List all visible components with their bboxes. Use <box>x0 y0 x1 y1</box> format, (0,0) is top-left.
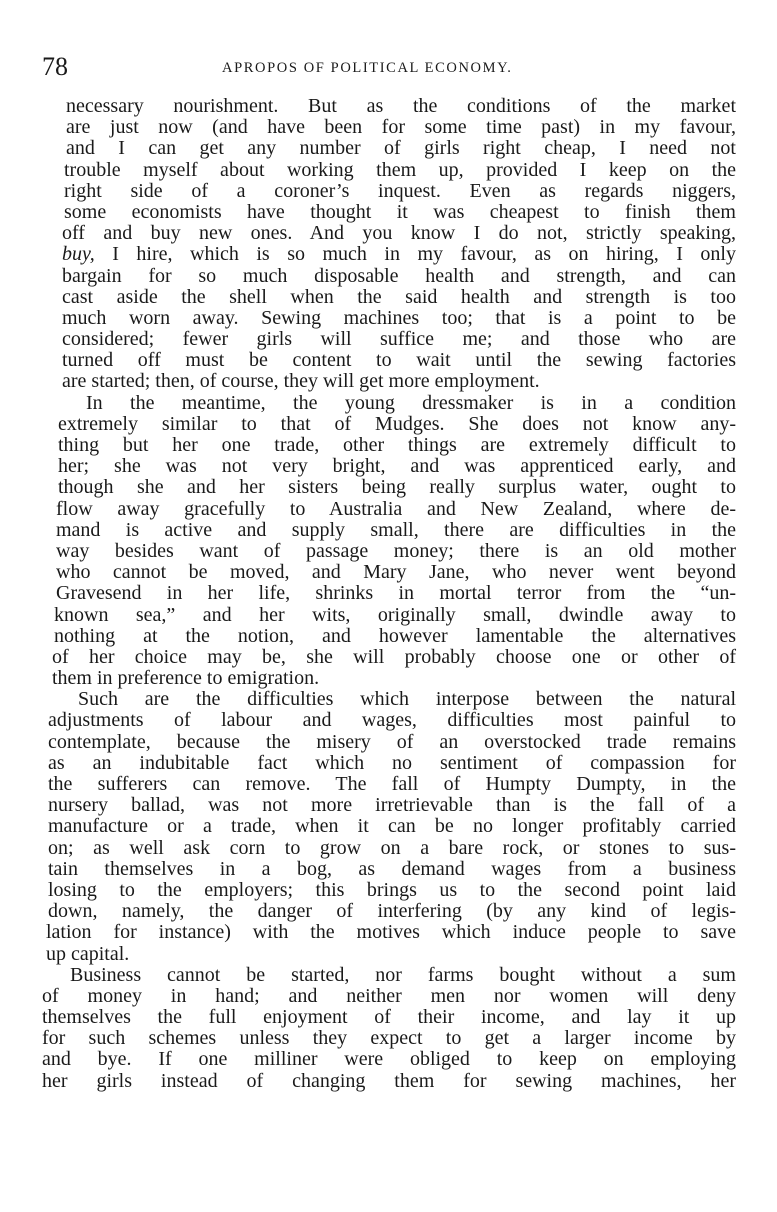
line-text: as an indubitable fact which no sentiment of compassion for <box>48 752 736 774</box>
line-text: much worn away. Sewing machines too; that is a point to be <box>62 307 736 329</box>
text-line <box>36 160 748 181</box>
line-text: of money in hand; and neither men nor women will deny <box>42 985 736 1007</box>
text-line <box>36 1007 748 1028</box>
text-line <box>36 774 748 795</box>
line-text: her girls instead of changing them for sewing machines, her <box>42 1070 736 1092</box>
text-line <box>36 753 748 774</box>
line-text: mand is active and supply small, there are difficulties in the <box>56 519 736 541</box>
text-line <box>36 922 748 943</box>
text-line <box>36 477 748 498</box>
text-line <box>36 1028 748 1049</box>
line-text: Such are the difficulties which interpose between the natural <box>78 689 736 711</box>
text-line <box>36 965 748 986</box>
line-text: trouble myself about working them up, provided I keep on the <box>64 159 736 181</box>
line-text: bargain for so much disposable health and strength, and can <box>62 265 736 287</box>
line-text: the sufferers can remove. The fall of Humpty Dumpty, in the <box>48 774 736 795</box>
line-text: up capital. <box>46 943 130 965</box>
text-line <box>36 393 748 414</box>
text-line <box>36 583 748 604</box>
text-line <box>36 202 748 223</box>
text-line <box>36 710 748 731</box>
line-text: some economists have thought it was cheapest to finish them <box>64 201 736 223</box>
body-text <box>36 96 748 1196</box>
text-line <box>36 329 748 350</box>
line-text: themselves the full enjoyment of their income, and lay it up <box>42 1007 736 1029</box>
line-text: considered; fewer girls will suffice me; and those who are <box>62 329 736 351</box>
text-line <box>36 456 748 477</box>
text-line <box>36 795 748 816</box>
text-line <box>36 414 748 435</box>
line-text: turned off must be content to wait until the sewing factories <box>62 350 736 372</box>
text-line <box>36 562 748 583</box>
text-line <box>36 541 748 562</box>
text-line <box>36 626 748 647</box>
line-text: tain themselves in a bog, as demand wages from a business <box>48 858 736 880</box>
line-text: manufacture or a trade, when it can be no longer profitably carried <box>48 816 736 838</box>
text-line <box>36 371 748 392</box>
line-text: and I can get any number of girls right cheap, I need not <box>66 138 736 160</box>
line-text: losing to the employers; this brings us to the second point laid <box>48 879 736 901</box>
line-text: who cannot be moved, and Mary Jane, who never went beyond <box>56 562 736 584</box>
line-text: way besides want of passage money; there is an old mother <box>56 540 736 562</box>
line-text: extremely similar to that of Mudges. She does not know any- <box>58 413 736 435</box>
text-line <box>36 1071 748 1092</box>
line-text: and bye. If one milliner were obliged to keep on employing <box>42 1049 736 1071</box>
line-text: of her choice may be, she will probably choose one or other of <box>52 646 736 668</box>
line-text: cast aside the shell when the said health and strength is too <box>62 286 736 308</box>
text-line <box>36 689 748 710</box>
text-line <box>36 986 748 1007</box>
text-line <box>36 901 748 922</box>
text-line <box>36 859 748 880</box>
text-line <box>36 308 748 329</box>
line-text: down, namely, the danger of interfering (by any kind of legis- <box>48 901 736 923</box>
line-text: are started; then, of course, they will get more employment. <box>62 371 540 393</box>
line-text: them in preference to emigration. <box>52 668 320 690</box>
text-line <box>36 244 748 265</box>
page-number: 78 <box>42 52 68 81</box>
line-text: thing but her one trade, other things are extremely difficult to <box>58 435 736 456</box>
line-text: nothing at the notion, and however lamentable the alternatives <box>54 625 736 647</box>
text-line <box>36 838 748 859</box>
line-text: for such schemes unless they expect to get a larger income by <box>42 1028 736 1050</box>
italic-word: buy, <box>62 244 95 266</box>
line-text: though she and her sisters being really surplus water, ought to <box>58 477 736 499</box>
line-text: contemplate, because the misery of an overstocked trade remains <box>48 731 736 753</box>
page-header <box>42 52 742 82</box>
text-line <box>36 435 748 456</box>
line-text: her; she was not very bright, and was apprenticed early, and <box>58 456 736 478</box>
text-line <box>36 880 748 901</box>
text-line <box>36 117 748 138</box>
text-line <box>36 223 748 244</box>
line-text: I hire, which is so much in my favour, as on hiring, I only <box>94 244 736 266</box>
line-text: Business cannot be started, nor farms bought without a sum <box>70 964 736 986</box>
line-text: lation for instance) with the motives which induce people to save <box>46 922 736 944</box>
line-text: Gravesend in her life, shrinks in mortal terror from the “un- <box>56 583 736 605</box>
text-line <box>36 520 748 541</box>
text-line <box>36 138 748 159</box>
line-text: on; as well ask corn to grow on a bare rock, or stones to sus- <box>48 837 736 859</box>
line-text: known sea,” and her wits, originally small, dwindle away to <box>54 604 736 626</box>
running-head: APROPOS OF POLITICAL ECONOMY. <box>222 60 513 76</box>
text-line <box>36 732 748 753</box>
text-line <box>36 266 748 287</box>
line-text: right side of a coroner’s inquest. Even as regards niggers, <box>64 180 736 202</box>
text-line <box>36 350 748 371</box>
line-text: In the meantime, the young dressmaker is in a condition <box>86 392 736 414</box>
text-line <box>36 605 748 626</box>
line-text: flow away gracefully to Australia and New Zealand, where de- <box>56 498 736 520</box>
text-line <box>36 1049 748 1070</box>
line-text: nursery ballad, was not more irretrievable than is the fall of a <box>48 795 736 817</box>
text-line <box>36 816 748 837</box>
line-text: adjustments of labour and wages, difficulties most painful to <box>48 710 736 732</box>
text-line <box>36 96 748 117</box>
text-line <box>36 647 748 668</box>
text-line <box>36 287 748 308</box>
line-text: necessary nourishment. But as the conditions of the market <box>66 96 736 117</box>
text-line <box>36 499 748 520</box>
line-text: are just now (and have been for some time past) in my favour, <box>66 117 736 139</box>
text-line <box>36 181 748 202</box>
text-line <box>36 668 748 689</box>
text-line <box>36 944 748 965</box>
line-text: off and buy new ones. And you know I do not, strictly speaking, <box>62 223 736 245</box>
